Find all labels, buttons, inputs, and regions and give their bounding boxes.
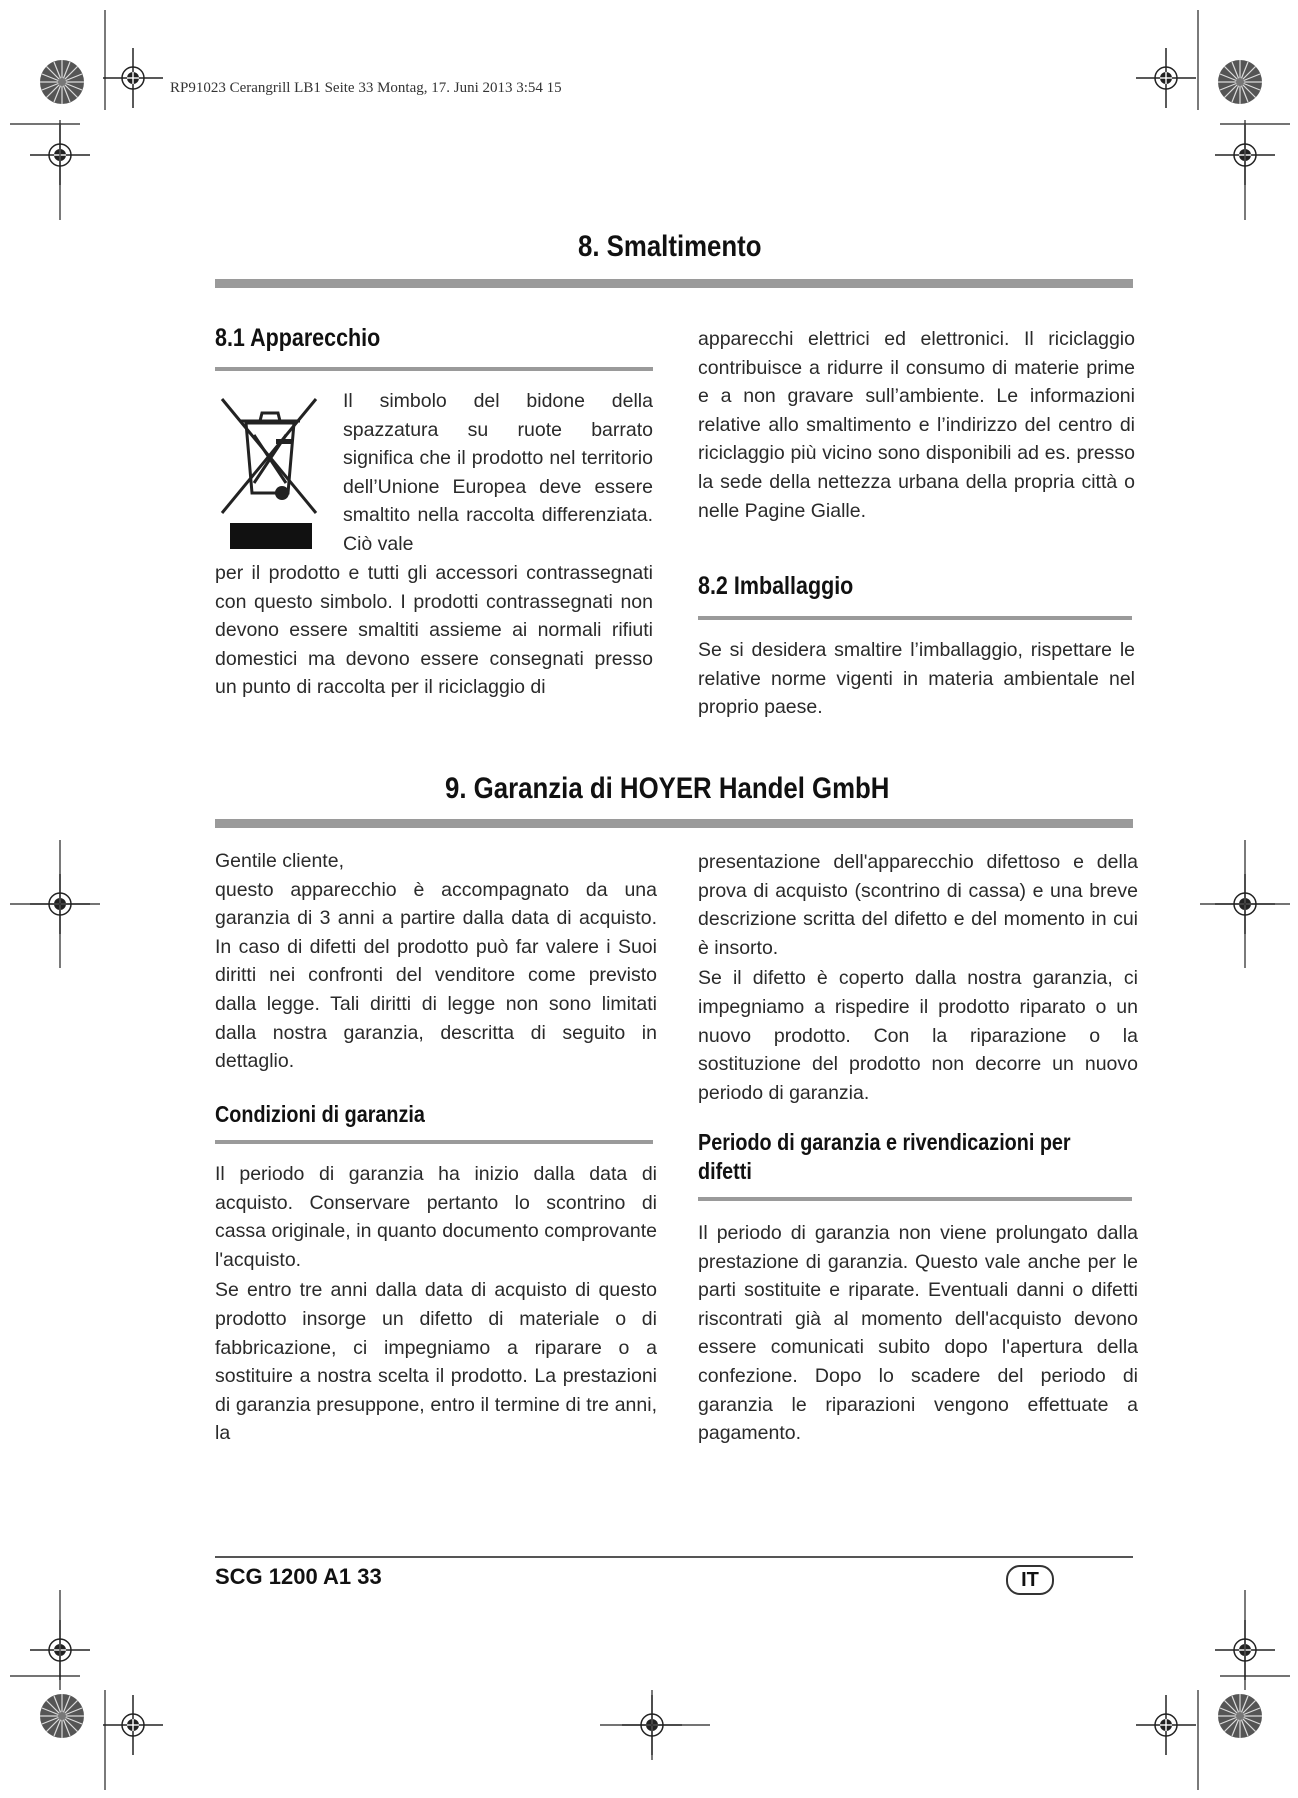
footer-model-page: SCG 1200 A1 33 bbox=[215, 1564, 382, 1589]
conditions-title: Condizioni di garanzia bbox=[215, 1101, 425, 1127]
language-badge: IT bbox=[1006, 1565, 1054, 1595]
period-rule bbox=[698, 1197, 1132, 1201]
section-9-bar bbox=[215, 819, 1133, 828]
section-9-right-body: presentazione dell'apparecchio difettoso e della prova di acquisto (scontrino di cassa) e una breve descrizione scritta del difetto e del momento in cui è insorto. Se il difetto è coperto dalla nostra garanzia, ci impegniamo a rispedire il prodotto riparato o un nuovo prodotto. Con la riparazione o la sostituzione del prodotto non decorre un nuovo periodo di garanzia. bbox=[698, 851, 1138, 1104]
section-8-1-body-full: per il prodotto e tutti gli accessori contrassegnati con questo simbolo. I prodotti contrassegnati non devono essere smaltiti assieme ai normali rifiuti domestici ma devono essere consegnati presso un punto di raccolta per il riciclaggio di bbox=[215, 562, 653, 699]
section-8-1-body-right: apparecchi elettrici ed elettronici. Il riciclaggio contribuisce a ridurre il consumo di materie prime e a non gravare sull’ambiente. Le informazioni relative allo smaltimento e l’indirizzo del centro di riciclaggio più vicino sono disponibili ad es. presso la sede della nettezza urbana della propria città o nelle Pagine Gialle. bbox=[698, 328, 1135, 522]
section-8-2-rule bbox=[698, 616, 1132, 620]
period-body: Il periodo di garanzia non viene prolungato dalla prestazione di garanzia. Questo vale anche per le parti sostituite e riparate. Eventuali danni o difetti riscontrati già al momento dell'acquisto devono essere comunicati subito dopo l'apertura della confezione. Dopo lo scadere del periodo di garanzia le riparazioni vengono effettuate a pagamento. bbox=[698, 1222, 1138, 1445]
section-8-2-title: 8.2 Imballaggio bbox=[698, 572, 854, 600]
section-9-title: 9. Garanzia di HOYER Handel GmbH bbox=[445, 772, 890, 805]
period-title: Periodo di garanzia e rivendicazioni per difetti bbox=[698, 1129, 1071, 1184]
conditions-body: Il periodo di garanzia ha inizio dalla data di acquisto. Conservare pertanto lo scontrino di cassa originale, in quanto documento comprovante l'acquisto. Se entro tre anni dalla data di acquisto di questo prodotto insorge un difetto di materiale o di fabbricazione, ci impegniamo a riparare o a sostituire a nostra scelta il prodotto. La prestazioni di garanzia presuppone, entro il termine di tre anni, la bbox=[215, 1163, 657, 1445]
section-8-1-body-left: Il simbolo del bidone della spazzatura su ruote barrato significa che il prodotto nel territorio dell’Unione Europea deve essere smaltito nella raccolta differenziata. Ciò vale bbox=[343, 390, 653, 555]
conditions-rule bbox=[215, 1140, 653, 1144]
section-8-2-body: Se si desidera smaltire l’imballaggio, rispettare le relative norme vigenti in materia ambientale nel proprio paese. bbox=[698, 639, 1135, 719]
section-8-1-title: 8.1 Apparecchio bbox=[215, 324, 381, 352]
footer-rule bbox=[215, 1556, 1133, 1558]
section-8-1-rule bbox=[215, 367, 653, 371]
section-8-title: 8. Smaltimento bbox=[578, 230, 762, 263]
weee-bin-icon bbox=[218, 393, 322, 551]
print-header: RP91023 Cerangrill LB1 Seite 33 Montag, 17. Juni 2013 3:54 15 bbox=[170, 80, 562, 96]
section-8-bar bbox=[215, 279, 1133, 288]
section-9-intro: Gentile cliente, questo apparecchio è accompagnato da una garanzia di 3 anni a partire dalla data di acquisto. In caso di difetti del prodotto può far valere i Suoi diritti nei confronti del venditore come previsto dalla legge. Tali diritti di legge non sono limitati dalla nostra garanzia, descritta di seguito in dettaglio. bbox=[215, 850, 657, 1073]
